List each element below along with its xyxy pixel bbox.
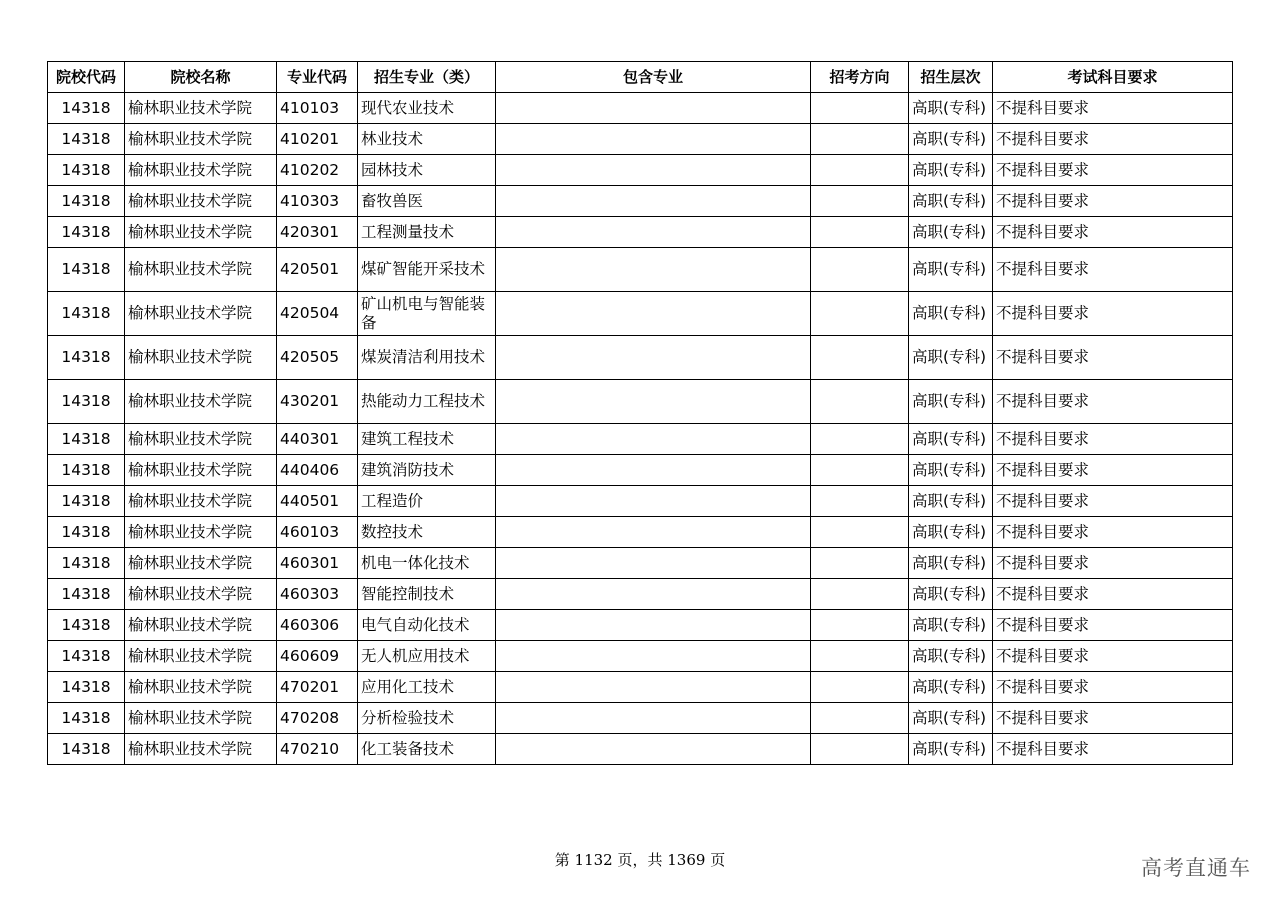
table-row [48, 292, 1233, 336]
cell-school-name: 榆林职业技术学院 [125, 610, 277, 641]
cell-requirement: 不提科目要求 [993, 486, 1233, 517]
cell-major-code: 460103 [277, 517, 358, 548]
table-row [48, 93, 1233, 124]
table-row [48, 517, 1233, 548]
cell-requirement: 不提科目要求 [993, 124, 1233, 155]
cell-direction [811, 455, 909, 486]
cell-school-name: 榆林职业技术学院 [125, 455, 277, 486]
table-body [48, 93, 1233, 765]
cell-major-code: 440301 [277, 424, 358, 455]
table-row [48, 455, 1233, 486]
cell-direction [811, 93, 909, 124]
cell-included-majors [496, 734, 811, 765]
cell-school-name: 榆林职业技术学院 [125, 248, 277, 292]
cell-school-name: 榆林职业技术学院 [125, 703, 277, 734]
cell-major-code: 440406 [277, 455, 358, 486]
header-direction: 招考方向 [811, 62, 909, 93]
cell-direction [811, 703, 909, 734]
cell-included-majors [496, 248, 811, 292]
cell-major-code: 470210 [277, 734, 358, 765]
cell-school-code: 14318 [48, 703, 125, 734]
cell-level: 高职(专科) [909, 641, 993, 672]
header-included-majors: 包含专业 [496, 62, 811, 93]
cell-school-code: 14318 [48, 486, 125, 517]
table-row [48, 424, 1233, 455]
cell-major-code: 430201 [277, 380, 358, 424]
cell-school-code: 14318 [48, 455, 125, 486]
table-row [48, 186, 1233, 217]
cell-major-code: 470201 [277, 672, 358, 703]
cell-school-code: 14318 [48, 548, 125, 579]
cell-school-code: 14318 [48, 380, 125, 424]
cell-major: 现代农业技术 [358, 93, 496, 124]
cell-major-code: 410202 [277, 155, 358, 186]
cell-level: 高职(专科) [909, 248, 993, 292]
cell-requirement: 不提科目要求 [993, 734, 1233, 765]
cell-level: 高职(专科) [909, 579, 993, 610]
table-row [48, 380, 1233, 424]
cell-school-code: 14318 [48, 579, 125, 610]
header-major-code: 专业代码 [277, 62, 358, 93]
cell-direction [811, 424, 909, 455]
cell-major: 林业技术 [358, 124, 496, 155]
cell-requirement: 不提科目要求 [993, 424, 1233, 455]
cell-major: 无人机应用技术 [358, 641, 496, 672]
cell-major-code: 440501 [277, 486, 358, 517]
cell-major-code: 460306 [277, 610, 358, 641]
cell-school-name: 榆林职业技术学院 [125, 672, 277, 703]
table-row [48, 124, 1233, 155]
cell-major-code: 460301 [277, 548, 358, 579]
header-major: 招生专业（类） [358, 62, 496, 93]
cell-major-code: 460609 [277, 641, 358, 672]
cell-major: 畜牧兽医 [358, 186, 496, 217]
cell-major: 化工装备技术 [358, 734, 496, 765]
cell-level: 高职(专科) [909, 734, 993, 765]
header-row [48, 62, 1233, 93]
cell-requirement: 不提科目要求 [993, 672, 1233, 703]
cell-level: 高职(专科) [909, 610, 993, 641]
cell-school-name: 榆林职业技术学院 [125, 93, 277, 124]
cell-requirement: 不提科目要求 [993, 579, 1233, 610]
cell-level: 高职(专科) [909, 517, 993, 548]
cell-included-majors [496, 155, 811, 186]
cell-major: 应用化工技术 [358, 672, 496, 703]
cell-major-code: 410103 [277, 93, 358, 124]
cell-direction [811, 672, 909, 703]
cell-major: 机电一体化技术 [358, 548, 496, 579]
cell-level: 高职(专科) [909, 455, 993, 486]
header-requirement: 考试科目要求 [993, 62, 1233, 93]
cell-included-majors [496, 517, 811, 548]
cell-direction [811, 155, 909, 186]
cell-level: 高职(专科) [909, 186, 993, 217]
cell-school-name: 榆林职业技术学院 [125, 486, 277, 517]
cell-school-code: 14318 [48, 292, 125, 336]
cell-school-name: 榆林职业技术学院 [125, 734, 277, 765]
cell-school-code: 14318 [48, 672, 125, 703]
table-row [48, 703, 1233, 734]
cell-included-majors [496, 93, 811, 124]
cell-included-majors [496, 703, 811, 734]
cell-included-majors [496, 124, 811, 155]
header-school-name: 院校名称 [125, 62, 277, 93]
cell-included-majors [496, 548, 811, 579]
cell-direction [811, 579, 909, 610]
cell-direction [811, 548, 909, 579]
cell-level: 高职(专科) [909, 703, 993, 734]
cell-school-code: 14318 [48, 155, 125, 186]
cell-school-name: 榆林职业技术学院 [125, 517, 277, 548]
admissions-table [47, 61, 1233, 765]
cell-school-code: 14318 [48, 734, 125, 765]
cell-requirement: 不提科目要求 [993, 336, 1233, 380]
header-school-code: 院校代码 [48, 62, 125, 93]
cell-school-name: 榆林职业技术学院 [125, 336, 277, 380]
cell-requirement: 不提科目要求 [993, 380, 1233, 424]
table-row [48, 486, 1233, 517]
table-row [48, 610, 1233, 641]
table-row [48, 641, 1233, 672]
cell-school-code: 14318 [48, 424, 125, 455]
cell-level: 高职(专科) [909, 93, 993, 124]
cell-major: 矿山机电与智能装备 [358, 292, 496, 336]
cell-major: 建筑消防技术 [358, 455, 496, 486]
cell-included-majors [496, 217, 811, 248]
cell-school-name: 榆林职业技术学院 [125, 579, 277, 610]
cell-direction [811, 610, 909, 641]
cell-included-majors [496, 380, 811, 424]
cell-school-name: 榆林职业技术学院 [125, 217, 277, 248]
cell-major-code: 410201 [277, 124, 358, 155]
watermark: 高考直通车 [1141, 856, 1251, 880]
cell-included-majors [496, 336, 811, 380]
table-row [48, 734, 1233, 765]
cell-major-code: 470208 [277, 703, 358, 734]
cell-major: 工程造价 [358, 486, 496, 517]
cell-included-majors [496, 579, 811, 610]
table-row [48, 672, 1233, 703]
cell-direction [811, 124, 909, 155]
cell-requirement: 不提科目要求 [993, 186, 1233, 217]
cell-major-code: 420505 [277, 336, 358, 380]
cell-requirement: 不提科目要求 [993, 292, 1233, 336]
cell-requirement: 不提科目要求 [993, 217, 1233, 248]
cell-included-majors [496, 641, 811, 672]
cell-direction [811, 186, 909, 217]
cell-requirement: 不提科目要求 [993, 610, 1233, 641]
cell-major: 数控技术 [358, 517, 496, 548]
header-level: 招生层次 [909, 62, 993, 93]
cell-requirement: 不提科目要求 [993, 548, 1233, 579]
cell-school-name: 榆林职业技术学院 [125, 424, 277, 455]
cell-direction [811, 486, 909, 517]
cell-requirement: 不提科目要求 [993, 641, 1233, 672]
cell-major-code: 420501 [277, 248, 358, 292]
cell-school-name: 榆林职业技术学院 [125, 292, 277, 336]
cell-included-majors [496, 672, 811, 703]
cell-major: 分析检验技术 [358, 703, 496, 734]
cell-school-code: 14318 [48, 641, 125, 672]
cell-included-majors [496, 486, 811, 517]
cell-school-code: 14318 [48, 610, 125, 641]
cell-school-code: 14318 [48, 93, 125, 124]
cell-major: 建筑工程技术 [358, 424, 496, 455]
cell-level: 高职(专科) [909, 380, 993, 424]
cell-level: 高职(专科) [909, 155, 993, 186]
cell-school-code: 14318 [48, 517, 125, 548]
cell-school-name: 榆林职业技术学院 [125, 548, 277, 579]
cell-requirement: 不提科目要求 [993, 517, 1233, 548]
cell-major-code: 410303 [277, 186, 358, 217]
cell-school-code: 14318 [48, 248, 125, 292]
cell-requirement: 不提科目要求 [993, 155, 1233, 186]
cell-major: 电气自动化技术 [358, 610, 496, 641]
cell-level: 高职(专科) [909, 292, 993, 336]
cell-major-code: 420504 [277, 292, 358, 336]
cell-level: 高职(专科) [909, 217, 993, 248]
cell-direction [811, 336, 909, 380]
cell-major: 园林技术 [358, 155, 496, 186]
cell-included-majors [496, 455, 811, 486]
cell-major: 煤矿智能开采技术 [358, 248, 496, 292]
page-footer: 第 1132 页，共 1369 页 [554, 851, 726, 869]
cell-school-code: 14318 [48, 217, 125, 248]
cell-requirement: 不提科目要求 [993, 93, 1233, 124]
cell-requirement: 不提科目要求 [993, 703, 1233, 734]
cell-school-name: 榆林职业技术学院 [125, 641, 277, 672]
table-row [48, 579, 1233, 610]
cell-school-name: 榆林职业技术学院 [125, 155, 277, 186]
cell-major-code: 420301 [277, 217, 358, 248]
cell-direction [811, 734, 909, 765]
cell-direction [811, 517, 909, 548]
cell-direction [811, 292, 909, 336]
cell-school-code: 14318 [48, 124, 125, 155]
cell-included-majors [496, 610, 811, 641]
cell-major-code: 460303 [277, 579, 358, 610]
cell-level: 高职(专科) [909, 424, 993, 455]
cell-major: 工程测量技术 [358, 217, 496, 248]
table-row [48, 548, 1233, 579]
cell-included-majors [496, 424, 811, 455]
cell-school-name: 榆林职业技术学院 [125, 124, 277, 155]
table-row [48, 217, 1233, 248]
cell-major: 煤炭清洁利用技术 [358, 336, 496, 380]
table-row [48, 248, 1233, 292]
table-row [48, 336, 1233, 380]
cell-school-code: 14318 [48, 186, 125, 217]
cell-direction [811, 641, 909, 672]
cell-level: 高职(专科) [909, 486, 993, 517]
table-row [48, 155, 1233, 186]
cell-major: 热能动力工程技术 [358, 380, 496, 424]
cell-direction [811, 380, 909, 424]
cell-school-code: 14318 [48, 336, 125, 380]
cell-direction [811, 217, 909, 248]
cell-requirement: 不提科目要求 [993, 455, 1233, 486]
cell-level: 高职(专科) [909, 336, 993, 380]
cell-school-name: 榆林职业技术学院 [125, 186, 277, 217]
cell-major: 智能控制技术 [358, 579, 496, 610]
cell-school-name: 榆林职业技术学院 [125, 380, 277, 424]
cell-level: 高职(专科) [909, 124, 993, 155]
cell-direction [811, 248, 909, 292]
cell-included-majors [496, 186, 811, 217]
cell-level: 高职(专科) [909, 672, 993, 703]
cell-level: 高职(专科) [909, 548, 993, 579]
cell-requirement: 不提科目要求 [993, 248, 1233, 292]
cell-included-majors [496, 292, 811, 336]
